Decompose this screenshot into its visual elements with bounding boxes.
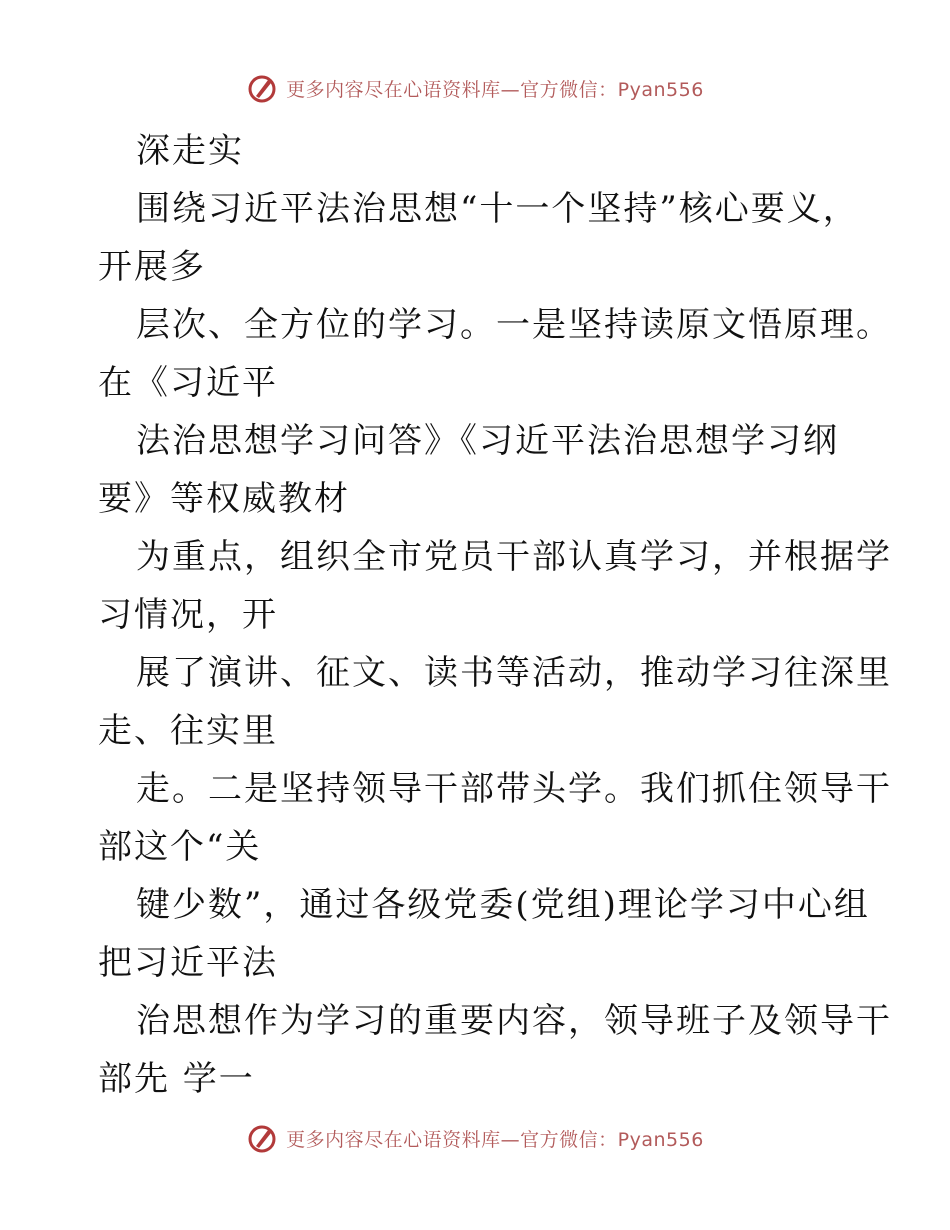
text-line: 习情况，开 (98, 595, 278, 635)
text-line: 要》等权威教材 (98, 479, 350, 519)
text-line: 深走实 (136, 131, 244, 171)
brand-logo-icon (246, 72, 278, 104)
text-line: 键少数”，通过各级党委(党组)理论学习中心组 (136, 885, 870, 925)
watermark-text: 更多内容尽在心语资料库—官方微信：Pyan556 (286, 1128, 704, 1151)
text-line: 为重点，组织全市党员干部认真学习，并根据学 (136, 537, 892, 577)
document-body (98, 122, 892, 1108)
text-line: 开展多 (98, 247, 206, 287)
text-line: 走、往实里 (98, 711, 278, 751)
text-line: 治思想作为学习的重要内容，领导班子及领导干 (136, 1001, 892, 1041)
text-line: 部先 学一 (98, 1059, 255, 1099)
header-watermark (0, 72, 950, 104)
text-line: 展了演讲、征文、读书等活动，推动学习往深里 (136, 653, 892, 693)
text-line: 围绕习近平法治思想“十一个坚持”核心要义， (136, 189, 859, 229)
text-line: 部这个“关 (98, 827, 262, 867)
text-line: 法治思想学习问答》《习近平法治思想学习纲 (136, 421, 839, 461)
text-line: 走。二是坚持领导干部带头学。我们抓住领导干 (136, 769, 892, 809)
text-line: 在《习近平 (98, 363, 278, 403)
brand-logo-icon (246, 1122, 278, 1154)
text-line: 层次、全方位的学习。一是坚持读原文悟原理。 (136, 305, 892, 345)
watermark-text: 更多内容尽在心语资料库—官方微信：Pyan556 (286, 78, 704, 101)
footer-watermark (0, 1122, 950, 1154)
text-line: 把习近平法 (98, 943, 278, 983)
